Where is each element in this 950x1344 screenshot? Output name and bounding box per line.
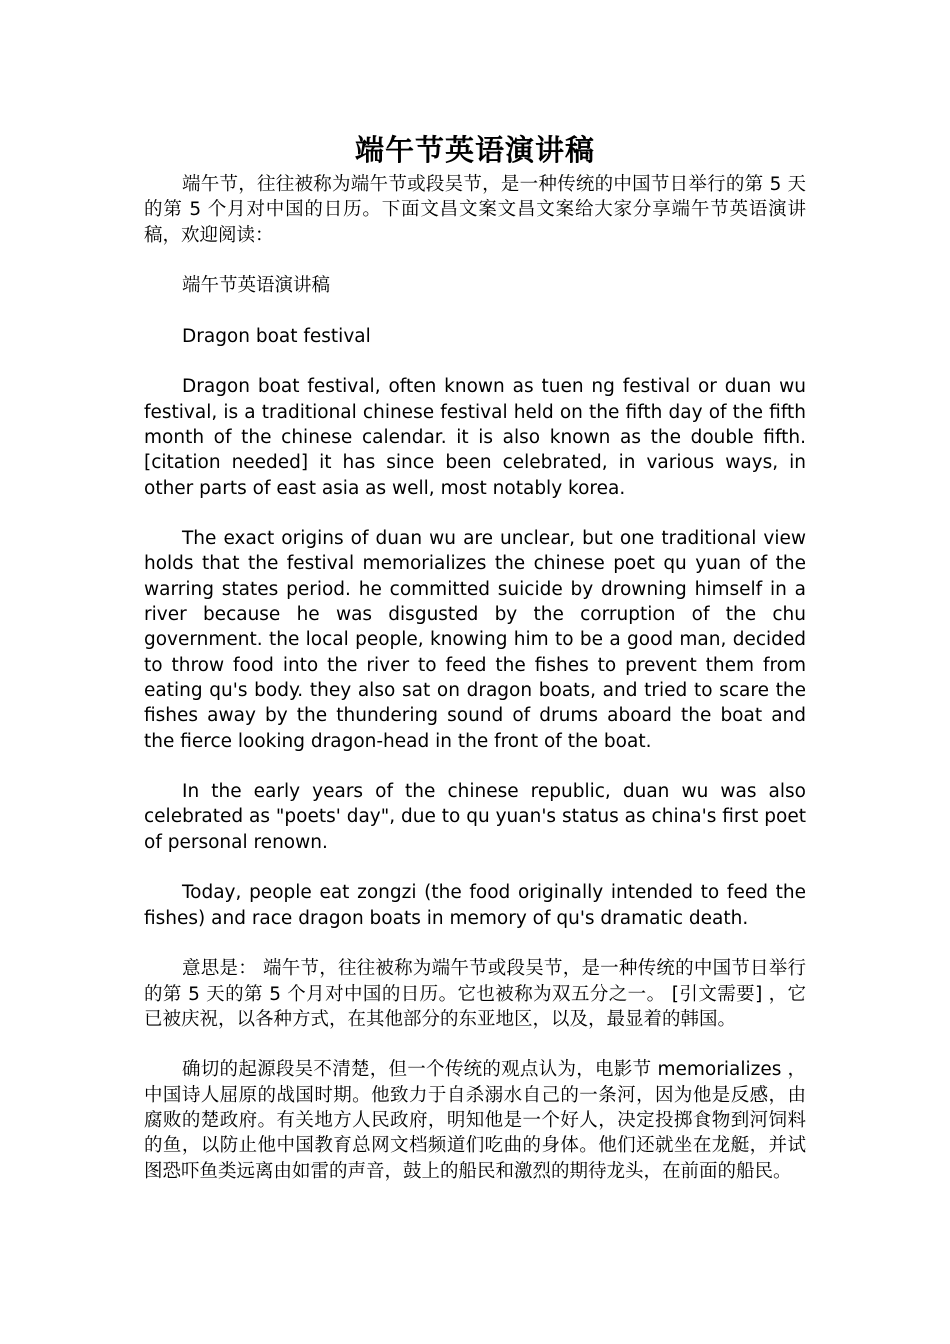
translation-paragraph-1: 意思是： 端午节，往往被称为端午节或段吴节，是一种传统的中国节日举行的第 5 天的第 5 个月对中国的日历。它也被称为双五分之一。 [引文需要] ，它已被庆祝，以各种方式，在其他部分的东亚地区，以及，最显着的韩国。: [144, 958, 806, 1030]
translation-paragraph-2: 确切的起源段吴不清楚，但一个传统的观点认为，电影节 memorializes ，中国诗人屈原的战国时期。他致力于自杀溺水自己的一条河，因为他是反感，由腐败的楚政府。有关地方人民政府，明知他是一个好人，决定投掷食物到河饲料的鱼，以防止他中国教育总网文档频道们吃曲的身体。他们还就坐在龙艇，并试图恐吓鱼类远离由如雷的声音，鼓上的船民和激烈的期待龙头，在前面的船民。: [144, 1059, 806, 1182]
english-paragraph-1: Dragon boat festival, often known as tuen ng festival or duan wu festival, is a traditional chinese festival held on the fifth day of the fifth month of the chinese calendar. it is also known as the double fifth. [citation needed] it has since been celebrated, in various ways, in other parts of east asia as well, most notably korea.: [144, 376, 806, 499]
english-paragraph-3: In the early years of the chinese republic, duan wu was also celebrated as "poets' day", due to qu yuan's status as china's first poet of personal renown.: [144, 781, 806, 853]
document-page: [144, 128, 806, 1209]
speech-heading-cn: 端午节英语演讲稿: [182, 275, 331, 297]
english-paragraph-2: The exact origins of duan wu are unclear, but one traditional view holds that the festival memorializes the chinese poet qu yuan of the warring states period. he committed suicide by drowning himself in a river because he was disgusted by the corruption of the chu government. the local people, knowing him to be a good man, decided to throw food into the river to feed the fishes to prevent them from eating qu's body. they also sat on dragon boats, and tried to scare the fishes away by the thundering sound of drums aboard the boat and the fierce looking dragon-head in the front of the boat.: [144, 528, 806, 752]
intro-paragraph: 端午节，往往被称为端午节或段吴节，是一种传统的中国节日举行的第 5 天的第 5 个月对中国的日历。下面文昌文案文昌文案给大家分享端午节英语演讲稿，欢迎阅读：: [144, 174, 806, 246]
english-paragraph-4: Today, people eat zongzi (the food originally intended to feed the fishes) and race dragon boats in memory of qu's dramatic death.: [144, 882, 806, 929]
speech-heading-en: Dragon boat festival: [182, 325, 371, 347]
document-title: 端午节英语演讲稿: [354, 133, 595, 167]
